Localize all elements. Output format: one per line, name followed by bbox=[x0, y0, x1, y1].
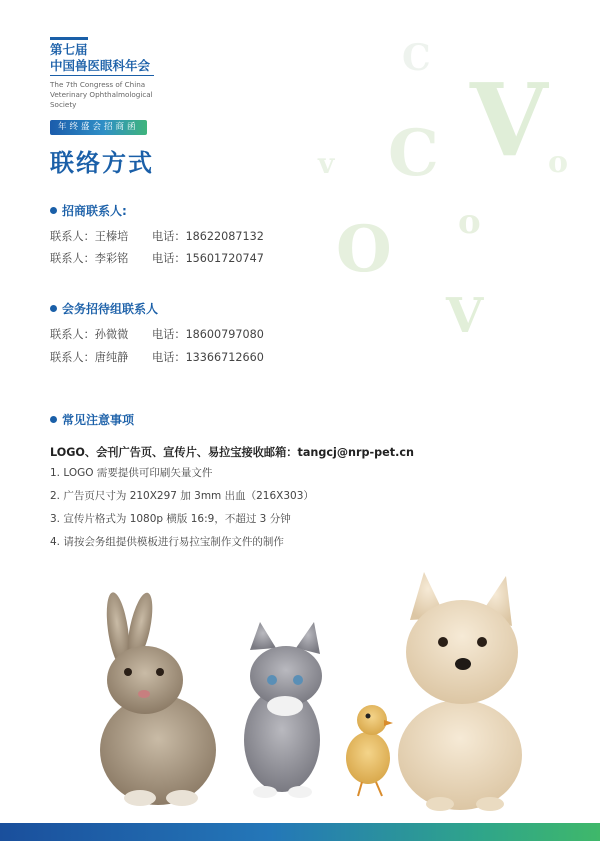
rabbit-image bbox=[100, 591, 216, 806]
contact-phone[interactable]: 电话：15601720747 bbox=[152, 252, 264, 265]
congress-logo-en: The 7th Congress of China Veterinary Ophthalmological Society bbox=[50, 80, 153, 109]
bullet-dot bbox=[50, 305, 57, 312]
page-title: 联络方式 bbox=[50, 149, 154, 177]
contact-row bbox=[50, 228, 264, 244]
chick-image bbox=[346, 705, 393, 796]
note-item: 2. 广告页尺寸为 210X297 加 3mm 出血（216X303） bbox=[50, 490, 314, 502]
sponsorship-heading bbox=[50, 202, 127, 219]
decor-letter: o bbox=[548, 145, 569, 180]
decor-letter: V bbox=[446, 288, 484, 344]
contact-phone[interactable]: 电话：18600797080 bbox=[152, 328, 264, 341]
decor-letter: C bbox=[402, 37, 431, 79]
email-instruction: LOGO、会刊广告页、宣传片、易拉宝接收邮箱：tangcj@nrp-pet.cn bbox=[50, 446, 414, 459]
dog-image bbox=[398, 572, 522, 811]
decor-letter: V bbox=[470, 61, 548, 179]
notes-heading-text: 常见注意事项 bbox=[62, 413, 135, 427]
contact-row bbox=[50, 349, 264, 365]
decor-letter: o bbox=[458, 202, 481, 242]
reception-heading-text: 会务招待组联系人 bbox=[62, 302, 159, 316]
contact-phone[interactable]: 电话：13366712660 bbox=[152, 351, 264, 364]
header-accent-line bbox=[50, 37, 88, 40]
contact-phone[interactable]: 电话：18622087132 bbox=[152, 230, 264, 243]
contact-name: 联系人：王榛培 bbox=[50, 230, 129, 243]
note-item: 1. LOGO 需要提供可印刷矢量文件 bbox=[50, 467, 213, 479]
sponsorship-heading-text: 招商联系人: bbox=[62, 204, 127, 218]
pets-illustration bbox=[100, 560, 540, 822]
logo-line-1: 第七届 bbox=[50, 42, 88, 57]
bullet-dot bbox=[50, 207, 57, 214]
decor-letter: v bbox=[318, 147, 335, 180]
logo-line-2: 中国兽医眼科年会 bbox=[50, 58, 151, 73]
footer-gradient-bar bbox=[0, 823, 600, 841]
kitten-image bbox=[244, 622, 322, 798]
note-item: 4. 请按会务组提供模板进行易拉宝制作文件的制作 bbox=[50, 536, 284, 548]
reception-heading bbox=[50, 300, 158, 317]
decor-letter: O bbox=[336, 212, 392, 287]
contact-name: 联系人：李彩铭 bbox=[50, 252, 129, 265]
contact-row bbox=[50, 250, 264, 266]
notes-heading bbox=[50, 411, 134, 428]
contact-name: 联系人：孙微微 bbox=[50, 328, 129, 341]
decor-letter: C bbox=[388, 116, 439, 191]
contact-row bbox=[50, 326, 264, 342]
congress-logo-cn bbox=[50, 42, 150, 74]
contact-name: 联系人：唐纯静 bbox=[50, 351, 129, 364]
event-badge: 年终盛会招商函 bbox=[50, 120, 147, 135]
note-item: 3. 宣传片格式为 1080p 横版 16:9，不超过 3 分钟 bbox=[50, 513, 291, 525]
logo-divider bbox=[50, 75, 154, 76]
bullet-dot bbox=[50, 416, 57, 423]
